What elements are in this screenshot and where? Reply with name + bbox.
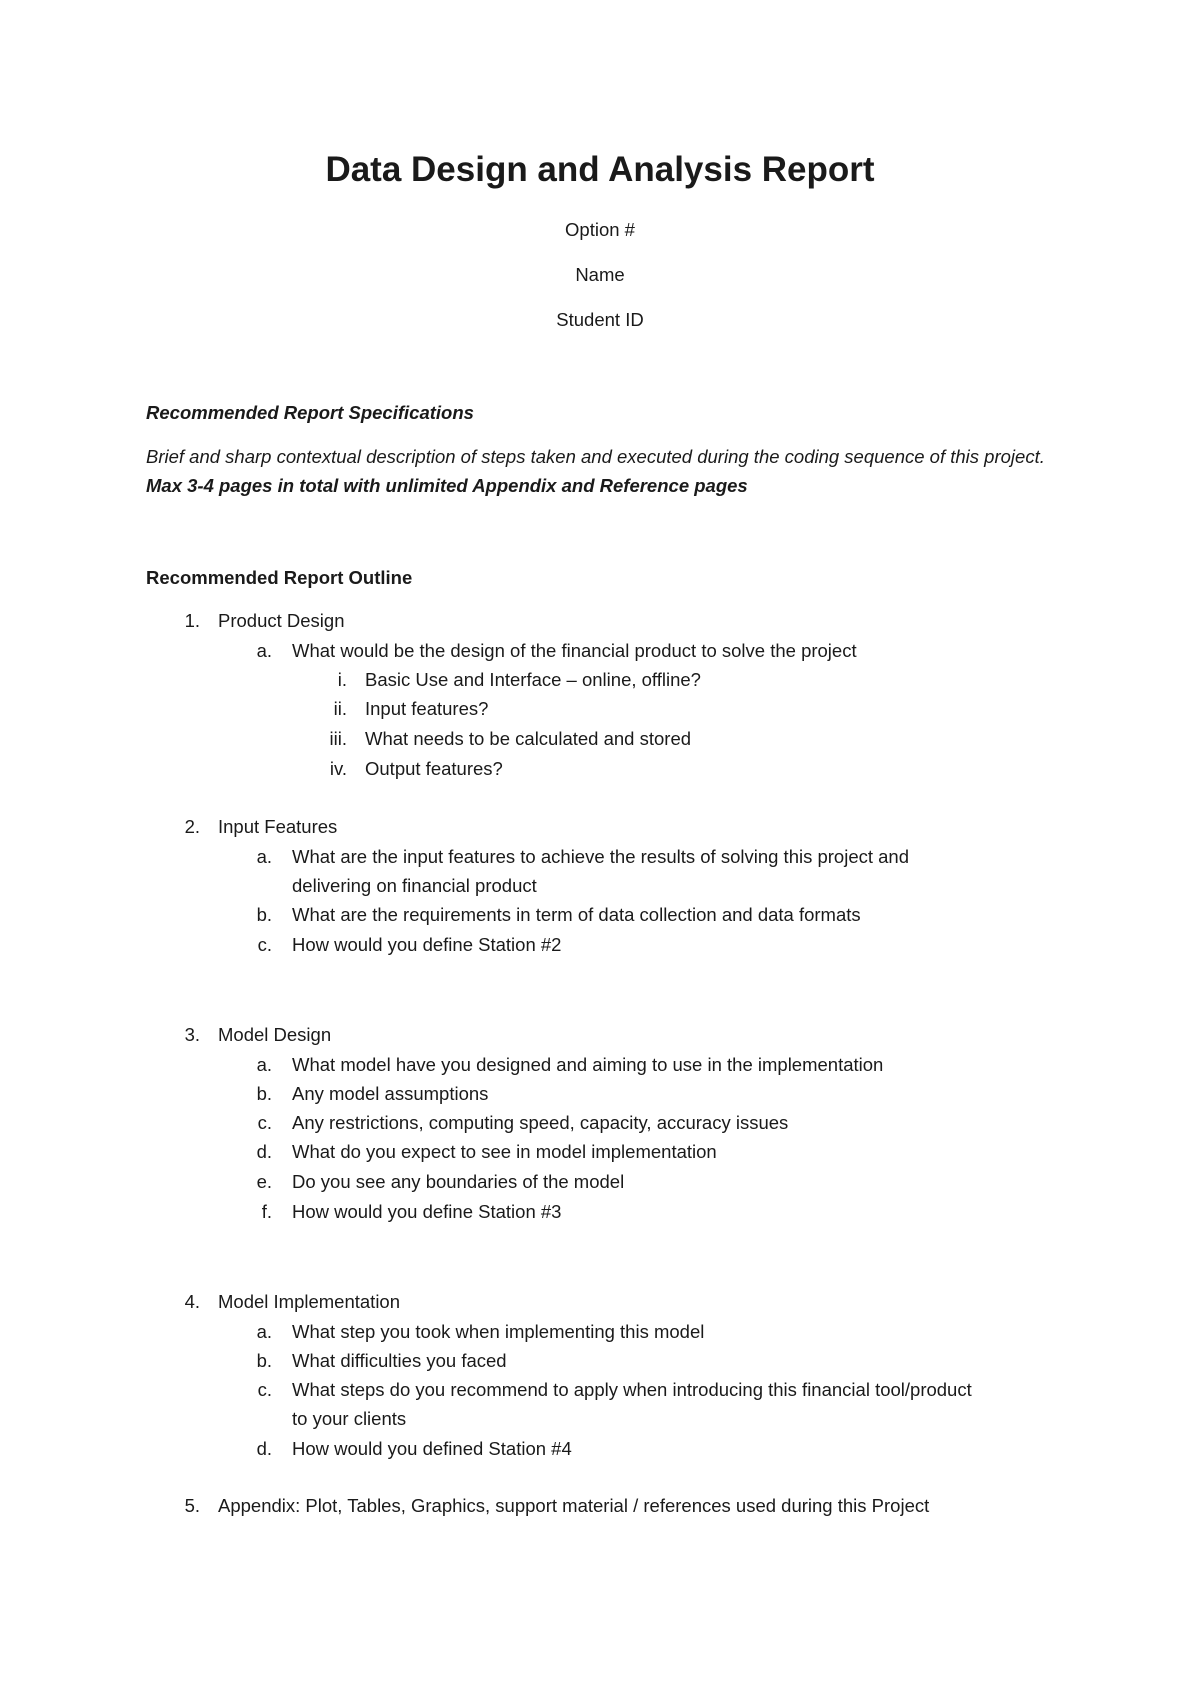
- section-number: 3.: [184, 1024, 200, 1045]
- section-number: 2.: [184, 816, 200, 837]
- section-number: 1.: [184, 610, 200, 631]
- section-number: 4.: [184, 1291, 200, 1312]
- section-label: Product Design: [218, 610, 345, 631]
- item-marker: b.: [256, 1083, 272, 1104]
- item-marker: a.: [256, 640, 272, 661]
- subitem-marker: iii.: [329, 728, 347, 749]
- option-line: Option #: [565, 219, 635, 240]
- item-marker: a.: [256, 846, 272, 867]
- item-marker: a.: [256, 1321, 272, 1342]
- section-number: 5.: [184, 1495, 200, 1516]
- subitem-text: Basic Use and Interface – online, offline?: [365, 669, 701, 690]
- item-text: What would be the design of the financial product to solve the project: [292, 640, 857, 661]
- item-marker: b.: [256, 1350, 272, 1371]
- item-text: What are the requirements in term of data collection and data formats: [292, 904, 861, 925]
- item-text: How would you define Station #2: [292, 934, 562, 955]
- item-marker: d.: [256, 1438, 272, 1459]
- item-marker: c.: [257, 1379, 272, 1400]
- item-marker: c.: [257, 934, 272, 955]
- section-label: Model Implementation: [218, 1291, 401, 1312]
- item-text: How would you defined Station #4: [292, 1438, 572, 1459]
- specs-paragraph: [146, 442, 1066, 500]
- name-line: Name: [575, 264, 625, 285]
- item-marker: b.: [256, 904, 272, 925]
- item-text: What step you took when implementing this model: [292, 1321, 705, 1342]
- section-label: Model Design: [218, 1024, 332, 1045]
- subitem-text: Input features?: [365, 698, 489, 719]
- item-text: What difficulties you faced: [292, 1350, 507, 1371]
- item-marker: c.: [257, 1112, 272, 1133]
- item-marker: a.: [256, 1054, 272, 1075]
- item-text: Do you see any boundaries of the model: [292, 1171, 625, 1192]
- student-id-line: Student ID: [556, 309, 644, 330]
- item-text: How would you define Station #3: [292, 1201, 562, 1222]
- specs-text-bold: Max 3-4 pages in total with unlimited Appendix and Reference pages: [146, 475, 748, 496]
- specs-heading: Recommended Report Specifications: [146, 402, 474, 423]
- subitem-marker: iv.: [329, 758, 347, 779]
- item-text: Any restrictions, computing speed, capacity, accuracy issues: [292, 1112, 789, 1133]
- outline-heading: Recommended Report Outline: [146, 567, 413, 588]
- item-marker: e.: [256, 1171, 272, 1192]
- item-text: What are the input features to achieve the results of solving this project and: [292, 846, 910, 867]
- section-label: Input Features: [218, 816, 338, 837]
- page-title: Data Design and Analysis Report: [325, 150, 875, 189]
- item-text: What model have you designed and aiming to use in the implementation: [292, 1054, 884, 1075]
- section-label: Appendix: Plot, Tables, Graphics, support material / references used during this Project: [218, 1495, 930, 1516]
- item-text: What steps do you recommend to apply when introducing this financial tool/product: [292, 1379, 972, 1400]
- item-marker: f.: [261, 1201, 272, 1222]
- item-text-continued: delivering on financial product: [292, 875, 537, 896]
- specs-text-italic: Brief and sharp contextual description of steps taken and executed during the coding sequence of this project.: [146, 446, 1045, 467]
- subitem-marker: i.: [337, 669, 347, 690]
- subitem-text: What needs to be calculated and stored: [365, 728, 692, 749]
- subitem-marker: ii.: [333, 698, 347, 719]
- item-text-continued: to your clients: [292, 1408, 407, 1429]
- item-marker: d.: [256, 1141, 272, 1162]
- item-text: Any model assumptions: [292, 1083, 489, 1104]
- subitem-text: Output features?: [365, 758, 503, 779]
- item-text: What do you expect to see in model implementation: [292, 1141, 717, 1162]
